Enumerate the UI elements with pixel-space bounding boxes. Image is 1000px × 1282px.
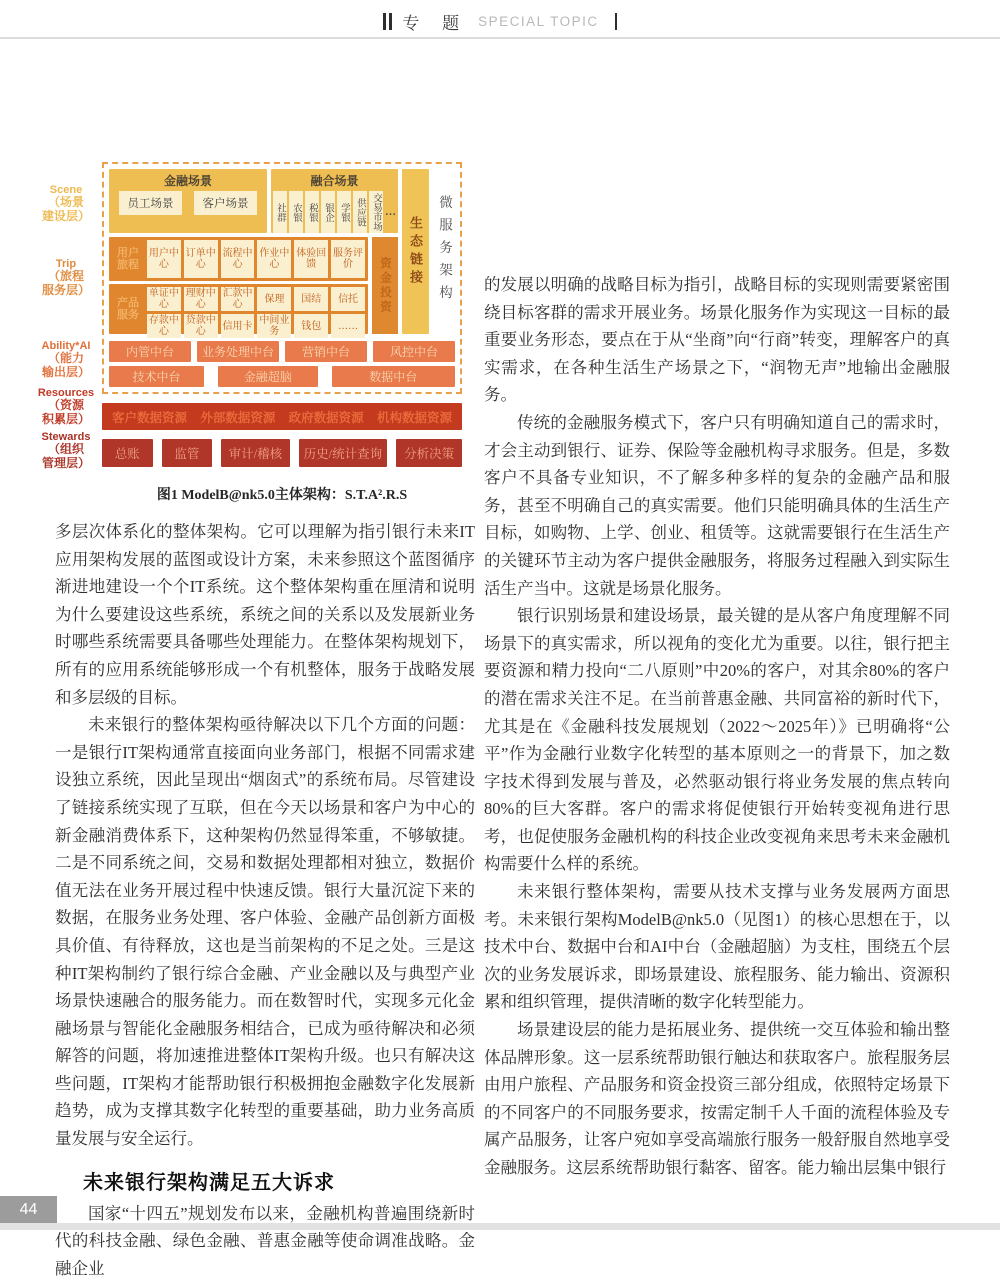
scene-cell: 员工场景 — [119, 191, 182, 215]
resource-item: 客户数据资源 — [112, 410, 188, 425]
figure-layer-labels — [30, 162, 102, 482]
layer-label-stewards: Stewards （组织 管理层） — [41, 431, 91, 470]
ability-layer-row1 — [109, 341, 455, 362]
fusion-scene-box: 融合场景 社群 农银 税银 银企 学银 供应链 交易市场 … — [271, 169, 398, 233]
microservice-architecture-label: 微服务架构 — [437, 195, 452, 308]
single-bar-icon — [615, 13, 617, 30]
fusion-cell: 银企 — [321, 191, 335, 233]
header-title-zh: 专 题 — [402, 13, 469, 33]
user-journey-row: 用户旅程 用户中心 订单中心 流程中心 作业中心 体验回馈 服务评价 — [109, 237, 368, 281]
paragraph: 未来银行的整体架构亟待解决以下几个方面的问题：一是银行IT架构通常直接面向业务部门，根据不同需求建设独立系统，因此呈现出“烟囱式”的系统布局。尽管建设了链接系统实现了互联，但在今天以场景和客户为中心的新金融消费体系下，这种架构仍然显得笨重，不够敏捷。二是不同系统之间，交易和数据处理都相对独立，数据价值无法在业务开展过程中快速反馈。银行大量沉淀下来的数据，在服务业务处理、客户体验、金融产品创新方面极具价值、有待释放，这也是当前架构的不足之处。三是这种IT架构制约了银行综合金融、产业金融以及与典型产业场景快速融合的服务能力。而在数智时代，实现多元化金融场景与智能化金融服务相结合，已成为亟待解决和必须解答的问题，将加速推进整体IT架构升级。也只有解决这些问题，IT架构才能帮助银行积极拥抱金融数字化发展新趋势，成为支撑其数字化转型的重要基础，助力业务高质量发展与安全运行。 — [55, 715, 475, 1149]
product-cell: …… — [331, 314, 365, 338]
journey-cell: 体验回馈 — [294, 240, 328, 278]
product-cell: 信用卡 — [221, 314, 255, 338]
figure-caption: 图1 ModelB@nk5.0主体架构：S.T.A².R.S — [156, 488, 408, 503]
journey-cell: 用户中心 — [147, 240, 181, 278]
product-cell: 钱包 — [294, 314, 328, 338]
double-bar-icon — [383, 13, 392, 30]
journey-cell: 服务评价 — [331, 240, 365, 278]
product-cell: 存款中心 — [148, 315, 179, 337]
layer-label-ability: Ability*AI （能力 输出层） — [41, 340, 91, 379]
right-column — [484, 271, 950, 1182]
ability-box: 内管中台 — [109, 341, 191, 362]
layer-label-scene: Scene （场景 建设层） — [41, 184, 90, 223]
ability-box: 风控中台 — [373, 341, 455, 362]
left-column — [55, 518, 475, 1282]
product-cell: 信托 — [331, 287, 365, 311]
product-cell: 汇款中心 — [222, 288, 253, 310]
fusion-cell: 学银 — [337, 191, 351, 233]
fusion-cell: 社群 — [273, 191, 287, 233]
eco-link-bar: 生态链接 — [402, 169, 429, 334]
ability-box: 营销中台 — [285, 341, 367, 362]
product-cell: 理财中心 — [185, 288, 216, 310]
stewards-layer-row — [102, 439, 462, 467]
paragraph: 多层次体系化的整体架构。它可以理解为指引银行未来IT应用架构发展的蓝图或设计方案，未来参照这个蓝图循序渐进地建设一个个IT系统。这个整体架构重在厘清和说明为什么要建设这些系统，系统之间的关系以及发展新业务时哪些系统需要具备哪些处理能力。在整体架构规划下，所有的应用系统能够形成一个有机整体，服务于战略发展和多层级的目标。 — [55, 522, 475, 707]
product-cell: 单证中心 — [148, 288, 179, 310]
steward-box: 审计/稽核 — [221, 439, 289, 467]
scene-cell: 客户场景 — [194, 191, 257, 215]
fusion-cell: 税银 — [305, 191, 319, 233]
paragraph: 场景建设层的能力是拓展业务、提供统一交互体验和输出整体品牌形象。这一层系统帮助银行触达和获取客户。旅程服务层由用户旅程、产品服务和资金投资三部分组成，依照特定场景下的不同客户的不同服务要求，按需定制千人千面的流程体验及专属产品服务，让客户宛如享受高端旅行服务一般舒服自然地享受金融服务。这层系统帮助银行黏客、留客。能力输出层集中银行 — [484, 1020, 950, 1177]
header-divider — [0, 37, 1000, 39]
layer-label-trip: Trip （旅程 服务层） — [41, 258, 90, 297]
ability-box: 业务处理中台 — [197, 341, 279, 362]
resources-layer-bar — [102, 403, 462, 430]
fusion-cell: 交易市场 — [371, 193, 381, 231]
product-cell: 贷款中心 — [185, 315, 216, 337]
paragraph: 未来银行整体架构，需要从技术支撑与业务发展两方面思考。未来银行架构ModelB@nk5.0（见图1）的核心思想在于，以技术中台、数据中台和AI中台（金融超脑）为支柱，围绕五个层次的业务发展诉求，即场景建设、旅程服务、能力输出、资源积累和组织管理，提供清晰的数字化转型能力。 — [484, 882, 950, 1012]
journey-cell: 作业中心 — [257, 240, 291, 278]
scene-layer — [109, 169, 398, 233]
trip-layer — [109, 237, 398, 337]
product-service-rows: 产品服务 单证中心 理财中心 汇款中心 保理 国结 信托 存款中心 贷款中心 信用卡 中间业务 钱包 …… — [109, 284, 368, 334]
fusion-ellipsis: … — [385, 206, 396, 218]
resource-item: 机构数据资源 — [376, 410, 452, 425]
ability-box: 金融超脑 — [218, 366, 318, 387]
steward-box: 历史/统计查询 — [299, 439, 388, 467]
product-cell: 中间业务 — [259, 315, 290, 337]
finance-scene-box: 金融场景 员工场景 客户场景 — [109, 169, 267, 233]
ability-box: 数据中台 — [332, 366, 455, 387]
figure-1 — [30, 162, 462, 504]
resource-item: 政府数据资源 — [288, 410, 364, 425]
layer-label-resources: Resources （资源 积累层） — [37, 387, 95, 426]
page-number: 44 — [0, 1196, 57, 1223]
resource-item: 外部数据资源 — [200, 410, 276, 425]
architecture-dashed-box — [102, 162, 462, 394]
bottom-edge-strip — [0, 1223, 1000, 1230]
product-cell: 国结 — [294, 287, 328, 311]
steward-box: 分析决策 — [396, 439, 462, 467]
journey-cell: 流程中心 — [221, 240, 255, 278]
product-cell: 保理 — [257, 287, 291, 311]
header-title-en: SPECIAL TOPIC — [478, 13, 599, 29]
paragraph: 传统的金融服务模式下，客户只有明确知道自己的需求时，才会主动到银行、证券、保险等金融机构寻求服务。但是，多数客户不具备专业知识，不了解多种多样的复杂的金融产品和服务，甚至不明确自己的真实需要。他们只能明确具体的生活生产目标，如购物、上学、创业、租赁等。这就需要银行在生活生产的关键环节主动为客户提供金融服务，将服务过程融入到实际生活生产当中。这就是场景化服务。 — [484, 412, 950, 598]
paragraph: 银行识别场景和建设场景，最关键的是从客户角度理解不同场景下的真实需求，所以视角的变化尤为重要。以往，银行把主要资源和精力投向“二八原则”中20%的客户，对其余80%的客户的潜在需求关注不足。在当前普惠金融、共同富裕的新时代下，尤其是在《金融科技发展规划（2022～2025年）》已明确将“公平”作为金融行业数字化转型的基本原则之一的背景下，加之数字技术得到发展与普及，必然驱动银行将业务发展的焦点转向80%的巨大客群。客户的需求将促使银行开始转变视角进行思考，也促使服务金融机构的科技企业改变视角来思考未来金融机构需要什么样的系统。 — [484, 606, 950, 874]
fusion-cell: 供应链 — [353, 191, 367, 233]
journey-cell: 订单中心 — [184, 240, 218, 278]
ability-box: 技术中台 — [109, 366, 204, 387]
steward-box: 总账 — [102, 439, 153, 467]
fusion-cell: 农银 — [289, 191, 303, 233]
ability-layer-row2 — [109, 366, 455, 387]
capital-investment-bar: 资金投资 — [372, 237, 398, 334]
section-heading: 未来银行架构满足五大诉求 — [83, 1171, 335, 1194]
paragraph: 国家“十四五”规划发布以来，金融机构普遍围绕新时代的科技金融、绿色金融、普惠金融等使命调准战略。金融企业 — [55, 1203, 475, 1278]
paragraph: 的发展以明确的战略目标为指引，战略目标的实现则需要紧密围绕目标客群的需求开展业务。场景化服务作为实现这一目标的最重要业务形态，要点在于从“坐商”向“行商”转变，理解客户的真实需求，在各种生活生产场景之下，“润物无声”地输出金融服务。 — [484, 275, 950, 405]
page-header — [0, 6, 1000, 36]
steward-box: 监管 — [162, 439, 213, 467]
